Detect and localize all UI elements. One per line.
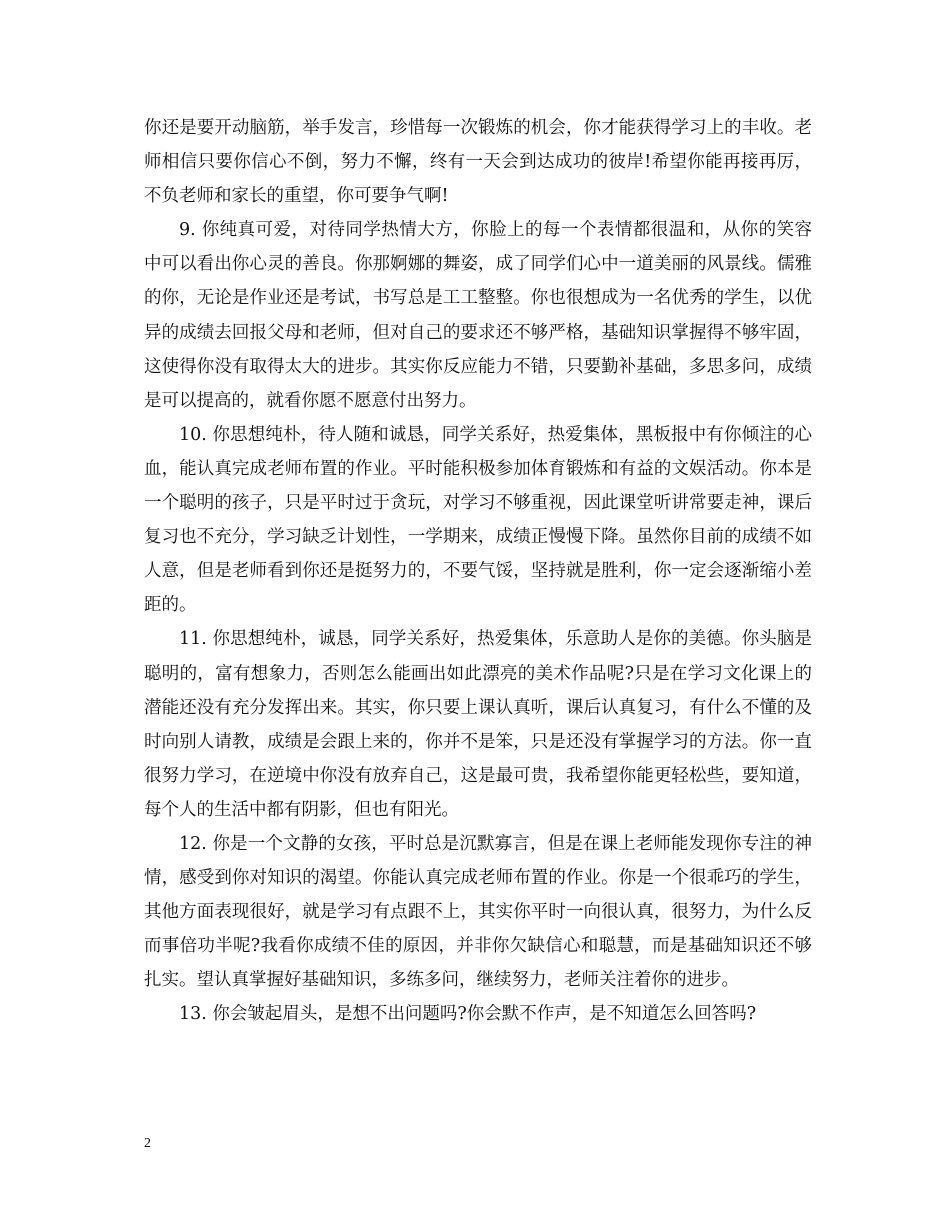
paragraph-comment-9: 9. 你纯真可爱，对待同学热情大方，你脸上的每一个表情都很温和，从你的笑容中可以看出你心灵的善良。你那婀娜的舞姿，成了同学们心中一道美丽的风景线。儒雅的你，无论是作业还是考试，书写总是工工整整。你也很想成为一名优秀的学生，以优异的成绩去回报父母和老师，但对自己的要求还不够严格，基础知识掌握得不够牢固，这使得你没有取得太大的进步。其实你反应能力不错，只要勤补基础，多思多问，成绩是可以提高的，就看你愿不愿意付出努力。 bbox=[144, 220, 812, 411]
paragraph-comment-13: 13. 你会皱起眉头，是想不出问题吗?你会默不作声，是不知道怎么回答吗? bbox=[179, 1004, 757, 1025]
document-body bbox=[144, 111, 812, 1032]
paragraph-comment-10: 10. 你思想纯朴，待人随和诚恳，同学关系好，热爱集体，黑板报中有你倾注的心血，能认真完成老师布置的作业。平时能积极参加体育锻炼和有益的文娱活动。你本是一个聪明的孩子，只是平时过于贪玩，对学习不够重视，因此课堂听讲常要走神，课后复习也不充分，学习缺乏计划性，一学期来，成绩正慢慢下降。虽然你目前的成绩不如人意，但是老师看到你还是挺努力的，不要气馁，坚持就是胜利，你一定会逐渐缩小差距的。 bbox=[144, 424, 812, 616]
paragraph-continuation: 你还是要开动脑筋，举手发言，珍惜每一次锻炼的机会，你才能获得学习上的丰收。老师相信只要你信心不倒，努力不懈，终有一天会到达成功的彼岸!希望你能再接再厉，不负老师和家长的重望，你可要争气啊! bbox=[144, 118, 812, 207]
page-number: 2 bbox=[144, 1136, 151, 1151]
paragraph-comment-12: 12. 你是一个文静的女孩，平时总是沉默寡言，但是在课上老师能发现你专注的神情，感受到你对知识的渴望。你能认真完成老师布置的作业。你是一个很乖巧的学生，其他方面表现很好，就是学习有点跟不上，其实你平时一向很认真，很努力，为什么反而事倍功半呢?我看你成绩不佳的原因，并非你欠缺信心和聪慧，而是基础知识还不够扎实。望认真掌握好基础知识，多练多问，继续努力，老师关注着你的进步。 bbox=[144, 833, 812, 991]
paragraph-comment-11: 11. 你思想纯朴，诚恳，同学关系好，热爱集体，乐意助人是你的美德。你头脑是聪明的，富有想象力，否则怎么能画出如此漂亮的美术作品呢?只是在学习文化课上的潜能还没有充分发挥出来。其实，你只要上课认真听，课后认真复习，有什么不懂的及时向别人请教，成绩是会跟上来的，你并不是笨，只是还没有掌握学习的方法。你一直很努力学习，在逆境中你没有放弃自己，这是最可贵，我希望你能更轻松些，要知道，每个人的生活中都有阴影，但也有阳光。 bbox=[144, 629, 812, 820]
